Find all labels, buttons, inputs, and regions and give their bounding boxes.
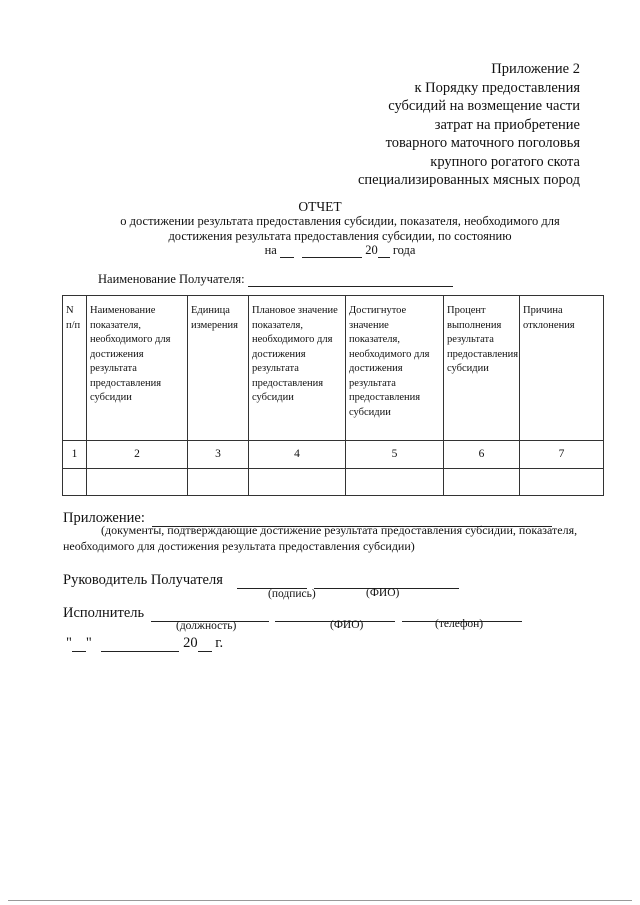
appendix-line: затрат на приобретение [434, 116, 580, 133]
date-month-blank[interactable] [101, 651, 179, 652]
table-number-cell: 5 [346, 441, 444, 469]
page-bottom-rule [8, 900, 632, 901]
report-month-blank[interactable] [302, 257, 362, 258]
report-date-suffix: года [392, 243, 416, 257]
report-subtitle [90, 214, 590, 258]
date-quote-open: " [66, 635, 72, 651]
table-number-cell: 2 [87, 441, 188, 469]
appendix-line: Приложение 2 [491, 61, 580, 77]
executor-name-caption: (ФИО) [330, 619, 364, 631]
report-date-year: 20 [365, 243, 378, 257]
report-table [62, 295, 604, 496]
table-number-cell: 6 [444, 441, 520, 469]
date-quote-close: " [85, 635, 92, 651]
table-number-cell: 4 [249, 441, 346, 469]
table-cell[interactable] [63, 469, 87, 496]
table-row [63, 469, 604, 496]
report-date-prefix: на [264, 243, 277, 257]
table-number-cell: 1 [63, 441, 87, 469]
date-suffix: г. [215, 635, 224, 651]
table-cell[interactable] [249, 469, 346, 496]
table-cell[interactable] [87, 469, 188, 496]
table-number-cell: 7 [520, 441, 604, 469]
signature-date-row [66, 635, 223, 652]
date-day-blank[interactable] [72, 651, 86, 652]
table-header-cell: Плановое значение показателя, необходимого для достижения результата предоставления субсидии [249, 296, 346, 441]
head-name-caption: (ФИО) [366, 587, 400, 599]
report-date-line [90, 243, 590, 258]
head-sign-caption: (подпись) [268, 588, 316, 600]
recipient-row [98, 272, 453, 287]
report-day-blank[interactable] [280, 257, 294, 258]
table-header-cell: Наименование показателя, необходимого для достижения результата предоставления субсидии [87, 296, 188, 441]
executor-label: Исполнитель [63, 605, 145, 621]
table-cell[interactable] [444, 469, 520, 496]
table-cell[interactable] [346, 469, 444, 496]
recipient-label: Наименование Получателя: [98, 272, 245, 286]
appendix-line: специализированных мясных пород [357, 172, 580, 188]
appendix-line: субсидий на возмещение части [388, 98, 580, 114]
table-header-cell: Причина отклонения [520, 296, 604, 441]
attachment-label: Приложение: [63, 510, 145, 526]
recipient-name-blank[interactable] [248, 286, 453, 287]
table-header-row [63, 296, 604, 441]
report-year-blank[interactable] [378, 257, 390, 258]
table-header-cell: N п/п [63, 296, 87, 441]
head-label: Руководитель Получателя [63, 572, 223, 588]
head-signature-row [63, 572, 459, 589]
appendix-line: товарного маточного поголовья [385, 135, 580, 151]
report-subtitle-line: достижения результата предоставления субсидии, по состоянию [168, 228, 512, 243]
executor-position-caption: (должность) [176, 620, 237, 632]
appendix-line: к Порядку предоставления [414, 79, 580, 96]
appendix-block [280, 60, 580, 190]
report-title: ОТЧЕТ [298, 199, 342, 214]
attachment-note: (документы, подтверждающие достижение результата предоставления субсидии, показателя, необходимого для достижения результата предоставления субсидии) [63, 523, 578, 553]
table-header-cell: Процент выполнения результата предоставления субсидии [444, 296, 520, 441]
table-number-cell: 3 [188, 441, 249, 469]
table-cell[interactable] [188, 469, 249, 496]
executor-phone-caption: (телефон) [435, 618, 484, 630]
appendix-line: крупного рогатого скота [430, 153, 580, 170]
date-year-blank[interactable] [198, 651, 212, 652]
table-header-cell: Единица измерения [188, 296, 249, 441]
table-number-row [63, 441, 604, 469]
report-subtitle-line: о достижении результата предоставления субсидии, показателя, необходимого для [120, 214, 560, 228]
table-cell[interactable] [520, 469, 604, 496]
date-year: 20 [183, 635, 198, 651]
table-header-cell: Достигнутое значение показателя, необходимого для достижения результата предоставления субсидии [346, 296, 444, 441]
